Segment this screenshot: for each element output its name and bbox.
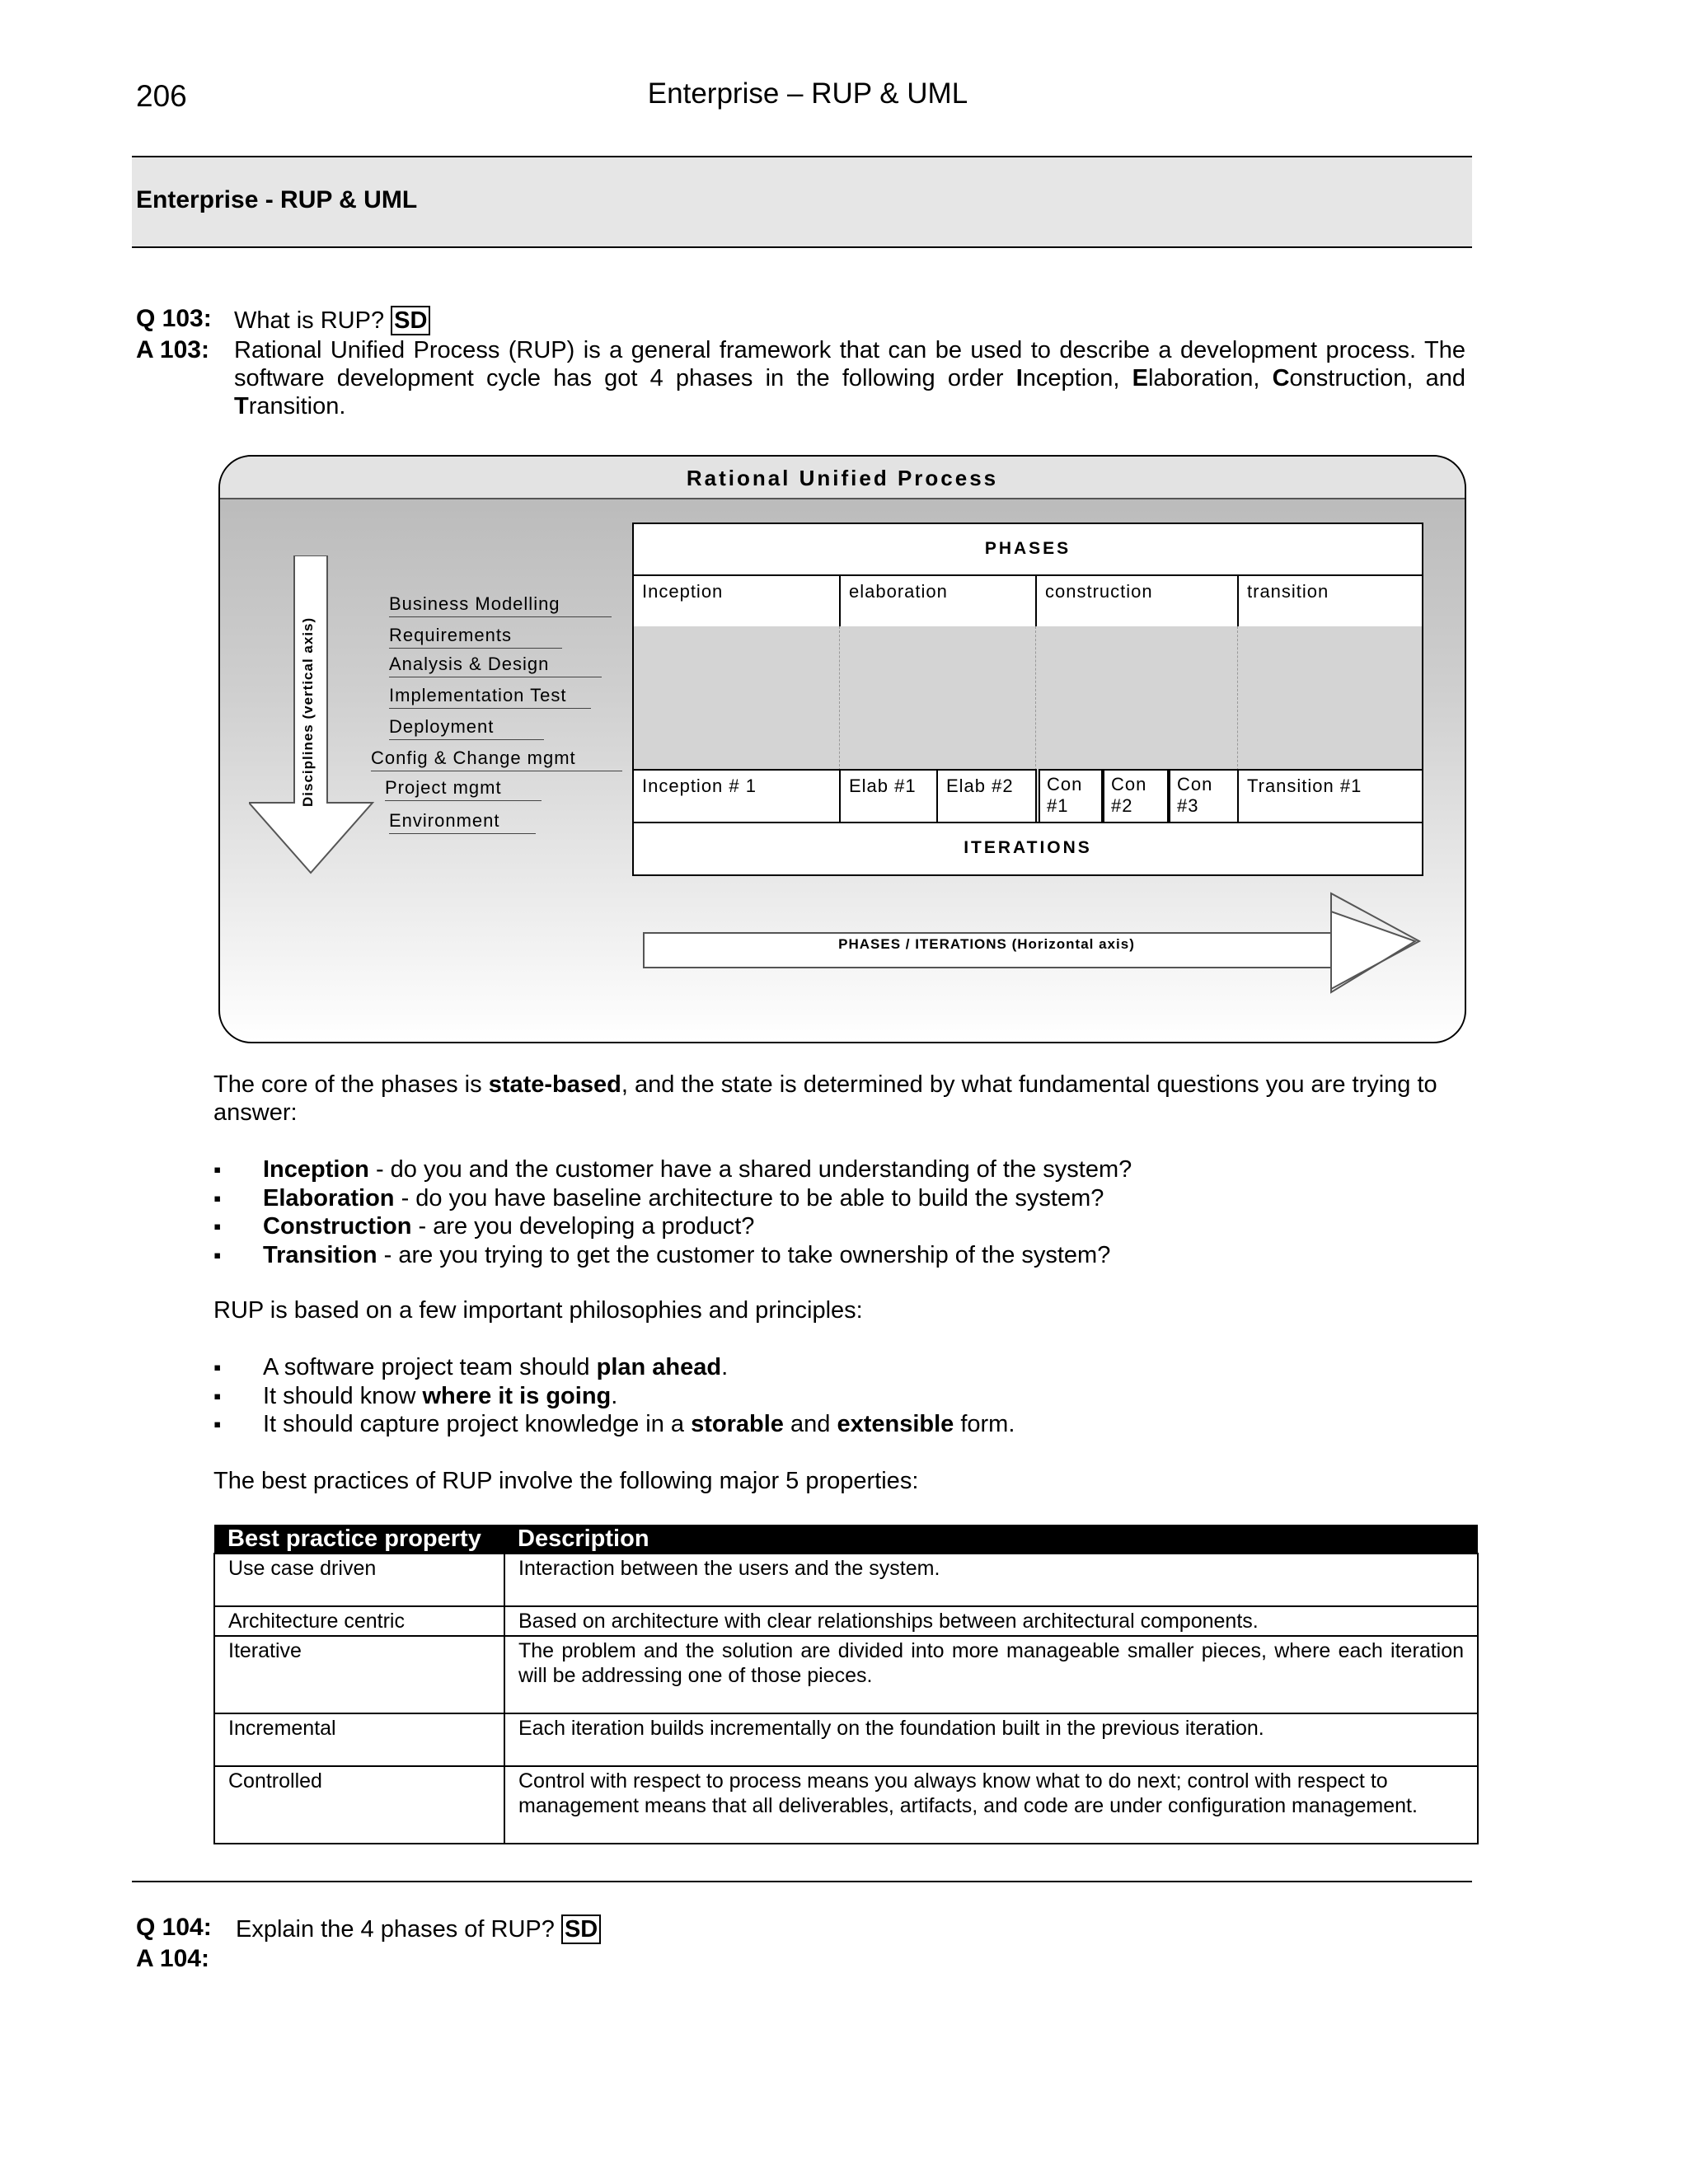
q104-question: Explain the 4 phases of RUP? SD xyxy=(236,1915,601,1943)
sd-badge: SD xyxy=(391,306,430,335)
header-description: Description xyxy=(504,1525,1478,1554)
property-cell: Use case driven xyxy=(214,1554,504,1606)
sd-badge: SD xyxy=(561,1915,601,1944)
list-item: ▪ Transition - are you trying to get the customer to take ownership of the system? xyxy=(213,1241,1466,1270)
iteration-elab-1: Elab #1 xyxy=(839,769,938,823)
list-item: ▪ A software project team should plan ahead. xyxy=(213,1353,1466,1382)
page-number: 206 xyxy=(136,79,187,113)
vertical-axis-label: Disciplines (vertical axis) xyxy=(300,616,316,807)
section-title: Enterprise - RUP & UML xyxy=(136,186,418,213)
table-row xyxy=(214,1766,1478,1844)
description-cell: Each iteration builds incrementally on the foundation built in the previous iteration. xyxy=(504,1713,1478,1766)
diagram-title: Rational Unified Process xyxy=(220,457,1465,499)
table-row xyxy=(214,1606,1478,1636)
q104-label: Q 104: xyxy=(136,1914,212,1941)
principles-list xyxy=(213,1353,1466,1439)
a104-label: A 104: xyxy=(136,1945,209,1972)
discipline-project-mgmt: Project mgmt xyxy=(385,777,542,801)
section-band xyxy=(132,156,1472,248)
list-item: ▪ Elaboration - do you have baseline architecture to be able to build the system? xyxy=(213,1184,1466,1213)
a103-answer: Rational Unified Process (RUP) is a general framework that can be used to describe a development process. The software development cycle has got 4 phases in the following order Inception, Elaboration, Construction, and Transition. xyxy=(234,337,1465,419)
property-cell: Architecture centric xyxy=(214,1606,504,1636)
horizontal-axis-label: PHASES / ITERATIONS (Horizontal axis) xyxy=(838,936,1135,952)
list-item: ▪ It should know where it is going. xyxy=(213,1382,1466,1411)
phase-elaboration: elaboration xyxy=(839,574,1037,628)
q103-label: Q 103: xyxy=(136,305,212,332)
iteration-inception-1: Inception # 1 xyxy=(632,769,841,823)
running-title: Enterprise – RUP & UML xyxy=(647,77,968,110)
property-cell: Incremental xyxy=(214,1713,504,1766)
discipline-business-modelling: Business Modelling xyxy=(389,593,612,617)
phase-construction: construction xyxy=(1035,574,1239,628)
discipline-requirements: Requirements xyxy=(389,625,562,649)
q103-question: What is RUP? SD xyxy=(234,307,430,335)
list-item: ▪ It should capture project knowledge in a storable and extensible form. xyxy=(213,1410,1466,1439)
discipline-deployment: Deployment xyxy=(389,716,544,740)
iteration-elab-2: Elab #2 xyxy=(936,769,1037,823)
table-row xyxy=(214,1713,1478,1766)
iteration-transition-1: Transition #1 xyxy=(1237,769,1423,823)
discipline-implementation-test: Implementation Test xyxy=(389,685,591,709)
principles-intro: RUP is based on a few important philosophies and principles: xyxy=(213,1297,863,1324)
property-cell: Iterative xyxy=(214,1636,504,1713)
best-practices-table xyxy=(213,1525,1479,1844)
table-row xyxy=(214,1554,1478,1606)
a103-label: A 103: xyxy=(136,336,209,363)
phase-transition: transition xyxy=(1237,574,1423,628)
iteration-con-2: Con #2 xyxy=(1103,769,1169,823)
core-paragraph: The core of the phases is state-based, and the state is determined by what fundamental questions you are trying to answer: xyxy=(213,1071,1437,1126)
iterations-header: ITERATIONS xyxy=(632,822,1423,876)
best-practices-intro: The best practices of RUP involve the following major 5 properties: xyxy=(213,1468,919,1494)
description-cell: Interaction between the users and the system. xyxy=(504,1554,1478,1606)
description-cell: Control with respect to process means you always know what to do next; control with respect to management means that all deliverables, artifacts, and code are under configuration management. xyxy=(504,1766,1478,1844)
phase-questions-list xyxy=(213,1155,1466,1269)
header-property: Best practice property xyxy=(214,1525,504,1554)
discipline-analysis-design: Analysis & Design xyxy=(389,654,602,677)
list-item: ▪ Construction - are you developing a product? xyxy=(213,1212,1466,1241)
list-item: ▪ Inception - do you and the customer have a shared understanding of the system? xyxy=(213,1155,1466,1184)
discipline-environment: Environment xyxy=(389,810,536,834)
table-row xyxy=(214,1636,1478,1713)
rup-diagram xyxy=(218,455,1466,1043)
section-divider xyxy=(132,1881,1472,1882)
iteration-con-1: Con #1 xyxy=(1039,769,1103,823)
phase-inception: Inception xyxy=(632,574,841,628)
phase-body-area xyxy=(632,626,1423,771)
phases-header: PHASES xyxy=(632,523,1423,576)
description-cell: The problem and the solution are divided into more manageable smaller pieces, where each iteration will be addressing one of those pieces. xyxy=(504,1636,1478,1713)
table-header-row xyxy=(214,1525,1478,1554)
discipline-config-change: Config & Change mgmt xyxy=(371,748,622,771)
iteration-con-3: Con #3 xyxy=(1169,769,1239,823)
property-cell: Controlled xyxy=(214,1766,504,1844)
description-cell: Based on architecture with clear relationships between architectural components. xyxy=(504,1606,1478,1636)
